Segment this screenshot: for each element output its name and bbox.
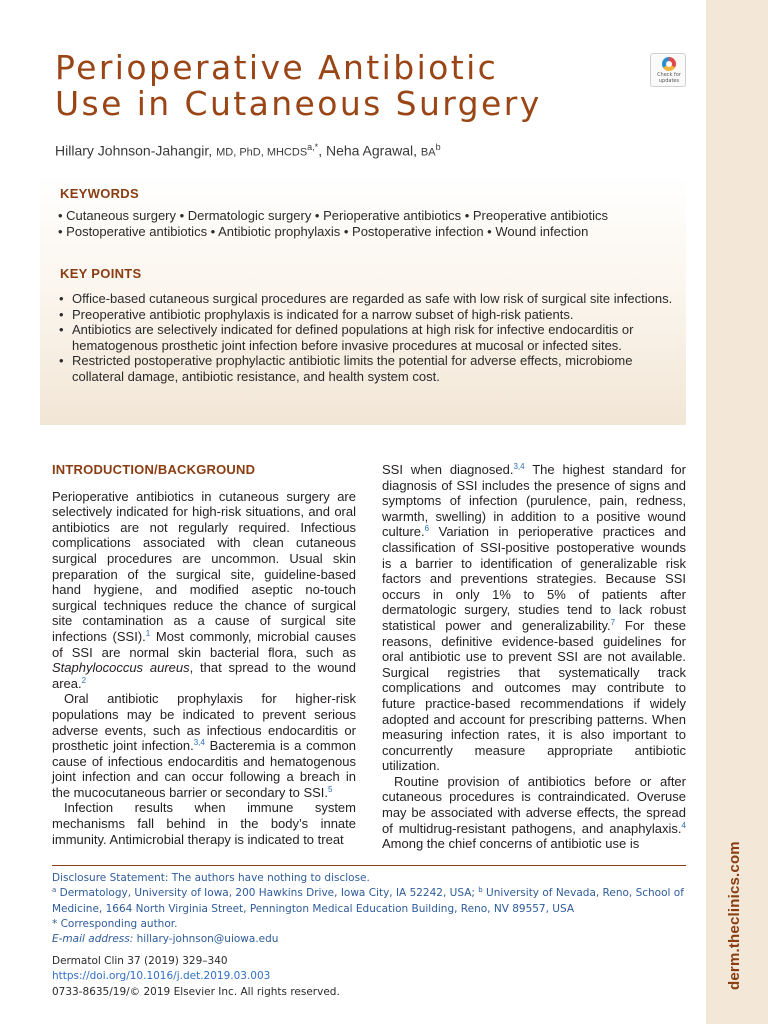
body-paragraph: Oral antibiotic prophylaxis for higher-risk populations may be indicated to prevent serious adverse events, such as infectious endocarditis or prosthetic joint infection.$^{3,4}$ Bacteremia is a common cause of infectious endocarditis and hematogenous joint infection and can occur following a breach in the mucocutaneous barrier or secondary to SSI.$^5$ [52, 691, 356, 800]
section-heading: INTRODUCTION/BACKGROUND [52, 462, 256, 477]
keywords-line-1: • Cutaneous surgery • Dermatologic surgery • Perioperative antibiotics • Preoperative antibiotics [58, 208, 609, 223]
author-1-degrees: MD, PhD, MHCDS [216, 146, 308, 159]
body-column-right [382, 462, 686, 852]
reference-link[interactable]: 3,4 [513, 462, 525, 471]
author-2-name: Neha Agrawal, [325, 142, 418, 159]
disclosure-statement: Disclosure Statement: The authors have nothing to disclose. [52, 872, 370, 884]
reference-link[interactable]: 7 [610, 617, 616, 627]
author-1-name: Hillary Johnson-Jahangir, [55, 142, 213, 159]
citation-block [52, 954, 340, 1000]
reference-link[interactable]: 1 [145, 628, 151, 638]
key-point-item: • Office-based cutaneous surgical procedures are regarded as safe with low risk of surgical site infections. [58, 291, 678, 307]
key-point-item: • Antibiotics are selectively indicated for defined populations at high risk for infective endocarditis or hematogenous prosthetic joint infection before invasive procedures at mucosal or infected sites. [58, 322, 678, 353]
crossmark-icon [662, 57, 676, 71]
footnote-rule [52, 865, 686, 866]
title-line-2: Use in Cutaneous Surgery [55, 84, 542, 123]
corresponding-star: * [314, 142, 319, 152]
body-paragraph: Perioperative antibiotics in cutaneous surgery are selectively indicated for high-risk situations, and oral antibiotics are not regularly required. Infectious complications associated with clean cutaneous surgical procedures are uncommon. Usual skin preparation of the surgical site, guideline-based hand hygiene, and modified aseptic no-touch surgical techniques reduce the chance of surgical site contamination as a cause of surgical site infections (SSI).$^1$ Most commonly, microbial causes of SSI are normal skin bacterial flora, such as Staphylococcus aureus, that spread to the wound area.$^2$ [52, 488, 356, 691]
author-line: Hillary Johnson-Jahangir, MD, PhD, $MHCDS^{a,*}$, Neha Agrawal, $BA^b$ [55, 142, 441, 159]
reference-link[interactable]: 2 [81, 675, 87, 685]
body-paragraph: Routine provision of antibiotics before or after cutaneous procedures is contraindicated. Overuse may be associated with adverse effects, the spread of multidrug-resistant pathogens, and anaphylaxis.$^4$ Among the chief concerns of antibiotic use is [382, 773, 686, 852]
reference-link[interactable]: 5 [328, 784, 333, 794]
author-1-affiliation: a, [307, 142, 315, 152]
copyright-line: 0733-8635/19/© 2019 Elsevier Inc. All rights reserved. [52, 985, 340, 998]
side-strip [706, 0, 768, 1024]
key-point-item: • Restricted postoperative prophylactic antibiotic limits the potential for adverse effects, microbiome collateral damage, antibiotic resistance, and health system cost. [58, 353, 678, 384]
article-title [55, 50, 655, 122]
site-url-vertical[interactable]: derm.theclinics.com [726, 841, 743, 990]
affiliations: $^a$ Dermatology, University of Iowa, 200 Hawkins Drive, Iowa City, IA 52242, USA; $^b$ University of Nevada, Reno, School of Medicine, 1664 North Virginia Street, Pennington Medical Education Building, Reno, NV 89557, USA [52, 886, 684, 915]
key-point-item: • Preoperative antibiotic prophylaxis is indicated for a narrow subset of high-risk patients. [58, 307, 678, 323]
journal-citation: Dermatol Clin 37 (2019) 329–340 [52, 955, 228, 967]
corresponding-author: * Corresponding author. [52, 917, 178, 930]
author-2-degrees: BA [420, 146, 436, 159]
reference-link[interactable]: 6 [424, 524, 430, 534]
keywords-line-2: • Postoperative antibiotics • Antibiotic prophylaxis • Postoperative infection • Wound infection [58, 224, 589, 239]
email-line: E-mail address: hillary-johnson@uiowa.edu [52, 933, 279, 946]
footnotes [52, 871, 692, 947]
key-points-list [58, 291, 678, 385]
reference-link[interactable]: 4 [681, 820, 686, 830]
badge-text: Check for updates [657, 72, 681, 84]
body-column-left [52, 462, 356, 847]
reference-link[interactable]: 3,4 [193, 738, 205, 748]
email-link[interactable]: hillary-johnson@uiowa.edu [136, 933, 279, 946]
key-points-heading: KEY POINTS [60, 266, 142, 281]
author-2-affiliation: b [435, 142, 441, 152]
title-line-1: Perioperative Antibiotic [55, 48, 499, 87]
body-paragraph: Infection results when immune system mechanisms fall behind in the body’s innate immunity. Antimicrobial therapy is indicated to treat [52, 800, 356, 847]
check-for-updates-badge[interactable] [650, 53, 686, 87]
doi-link[interactable]: https://doi.org/10.1016/j.det.2019.03.003 [52, 970, 271, 983]
body-paragraph: SSI when diagnosed.$^{3,4}$ The highest standard for diagnosis of SSI includes the presence of signs and symptoms of infection (purulence, pain, redness, warmth, swelling) in addition to a positive wound culture.$^6$ Variation in perioperative practices and classification of SSI-positive postoperative wounds is a barrier to identification of generalizable risk factors and preventions strategies. Because SSI occurs in only 1% to 5% of patients after dermatologic surgery, studies tend to lack robust statistical power and generalizability.$^7$ For these reasons, definitive evidence-based guidelines for oral antibiotic use to prevent SSI are not available. Surgical registries that systematically track complications and outcomes may contribute to future practice-based recommendations if widely adopted and account for prescribing patterns. When measuring infection rates, it is also important to concurrently measure appropriate antibiotic utilization. [382, 462, 686, 774]
keywords-heading: KEYWORDS [60, 186, 139, 201]
